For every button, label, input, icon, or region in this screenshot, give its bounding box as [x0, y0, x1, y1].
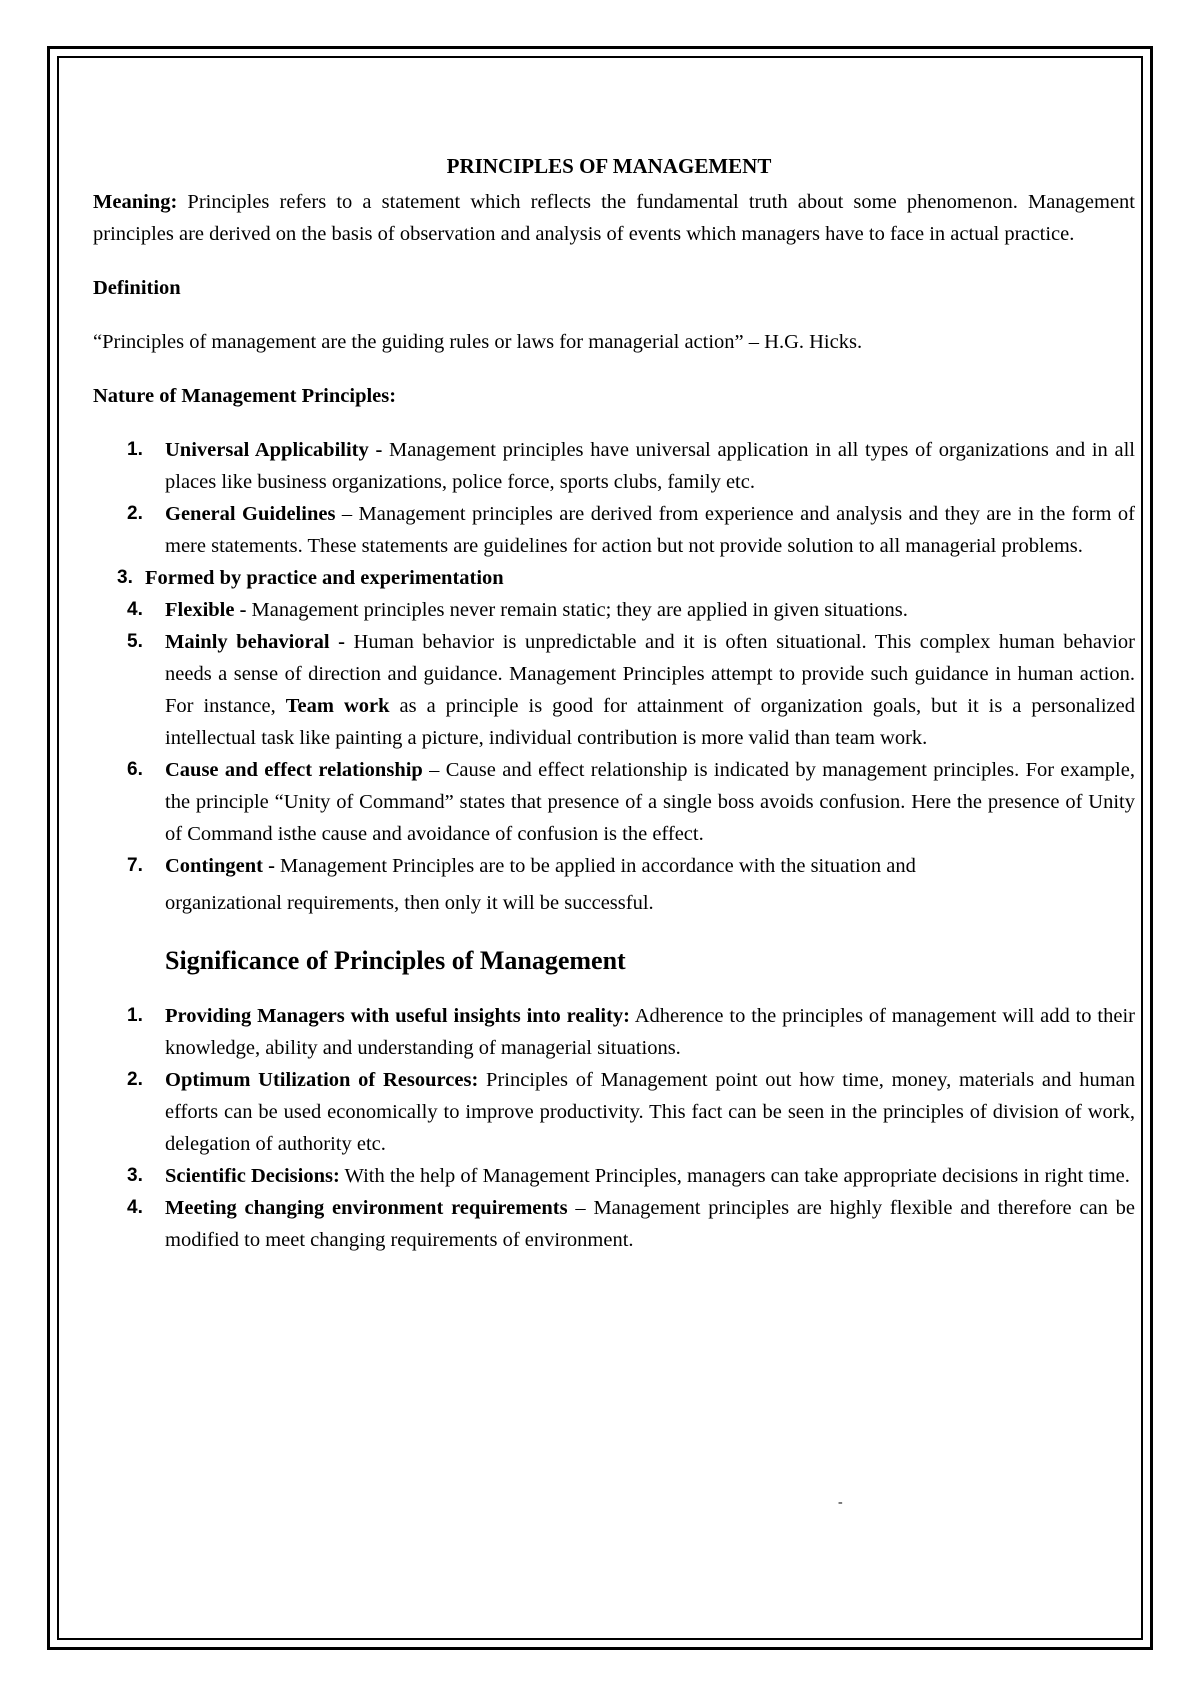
list-item: 2. General Guidelines – Management principles are derived from experience and analysis and they are in the form of mere statements. These statements are guidelines for action but not provide solution to all managerial problems. [127, 503, 1135, 557]
document-title: PRINCIPLES OF MANAGEMENT [446, 154, 772, 178]
significance-list [93, 1000, 1135, 1256]
list-item: 2. Optimum Utilization of Resources: Principles of Management point out how time, money, materials and human efforts can be used economically to improve productivity. This fact can be seen in the principles of division of work, delegation of authority etc. [127, 1069, 1135, 1155]
list-item: 1. Universal Applicability - Management principles have universal application in all types of organizations and in all places like business organizations, police force, sports clubs, family etc. [127, 439, 1135, 493]
list-item: 1. Providing Managers with useful insights into reality: Adherence to the principles of management will add to their knowledge, ability and understanding of managerial situations. [127, 1005, 1135, 1059]
document-body [93, 150, 1135, 1256]
list-item: 3. Scientific Decisions: With the help of Management Principles, managers can take appropriate decisions in right time. [127, 1165, 1130, 1187]
definition-quote: “Principles of management are the guiding rules or laws for managerial action” – H.G. Hicks. [93, 331, 863, 353]
nature-list [93, 434, 1135, 924]
list-item: 5. Mainly behavioral - Human behavior is unpredictable and it is often situational. This complex human behavior needs a sense of direction and guidance. Management Principles attempt to provide such guidance in human action. For instance, Team work as a principle is good for attainment of organization goals, but it is a personalized intellectual task like painting a picture, individual contribution is more valid than team work. [127, 631, 1135, 749]
significance-heading: Significance of Principles of Management [165, 946, 626, 975]
list-item: 6. Cause and effect relationship – Cause and effect relationship is indicated by management principles. For example, the principle “Unity of Command” states that presence of a single boss avoids confusion. Here the presence of Unity of Command isthe cause and avoidance of confusion is the effect. [127, 759, 1135, 845]
list-item: 7. Contingent - Management Principles are to be applied in accordance with the situation and organizational requirements, then only it will be successful. [127, 855, 916, 914]
nature-heading: Nature of Management Principles: [93, 385, 397, 407]
list-item: 4. Flexible - Management principles never remain static; they are applied in given situations. [127, 599, 908, 621]
footer-mark: - [838, 1495, 843, 1510]
meaning-label: Meaning: [93, 191, 178, 213]
meaning-text: Principles refers to a statement which reflects the fundamental truth about some phenomenon. Management principles are derived on the basis of observation and analysis of events which managers have to face in actual practice. [93, 191, 1135, 245]
definition-heading: Definition [93, 277, 181, 299]
list-item: 4. Meeting changing environment requirements – Management principles are highly flexible and therefore can be modified to meet changing requirements of environment. [127, 1197, 1136, 1251]
meaning-paragraph [93, 186, 1135, 250]
list-item: 3. Formed by practice and experimentation [117, 567, 504, 589]
